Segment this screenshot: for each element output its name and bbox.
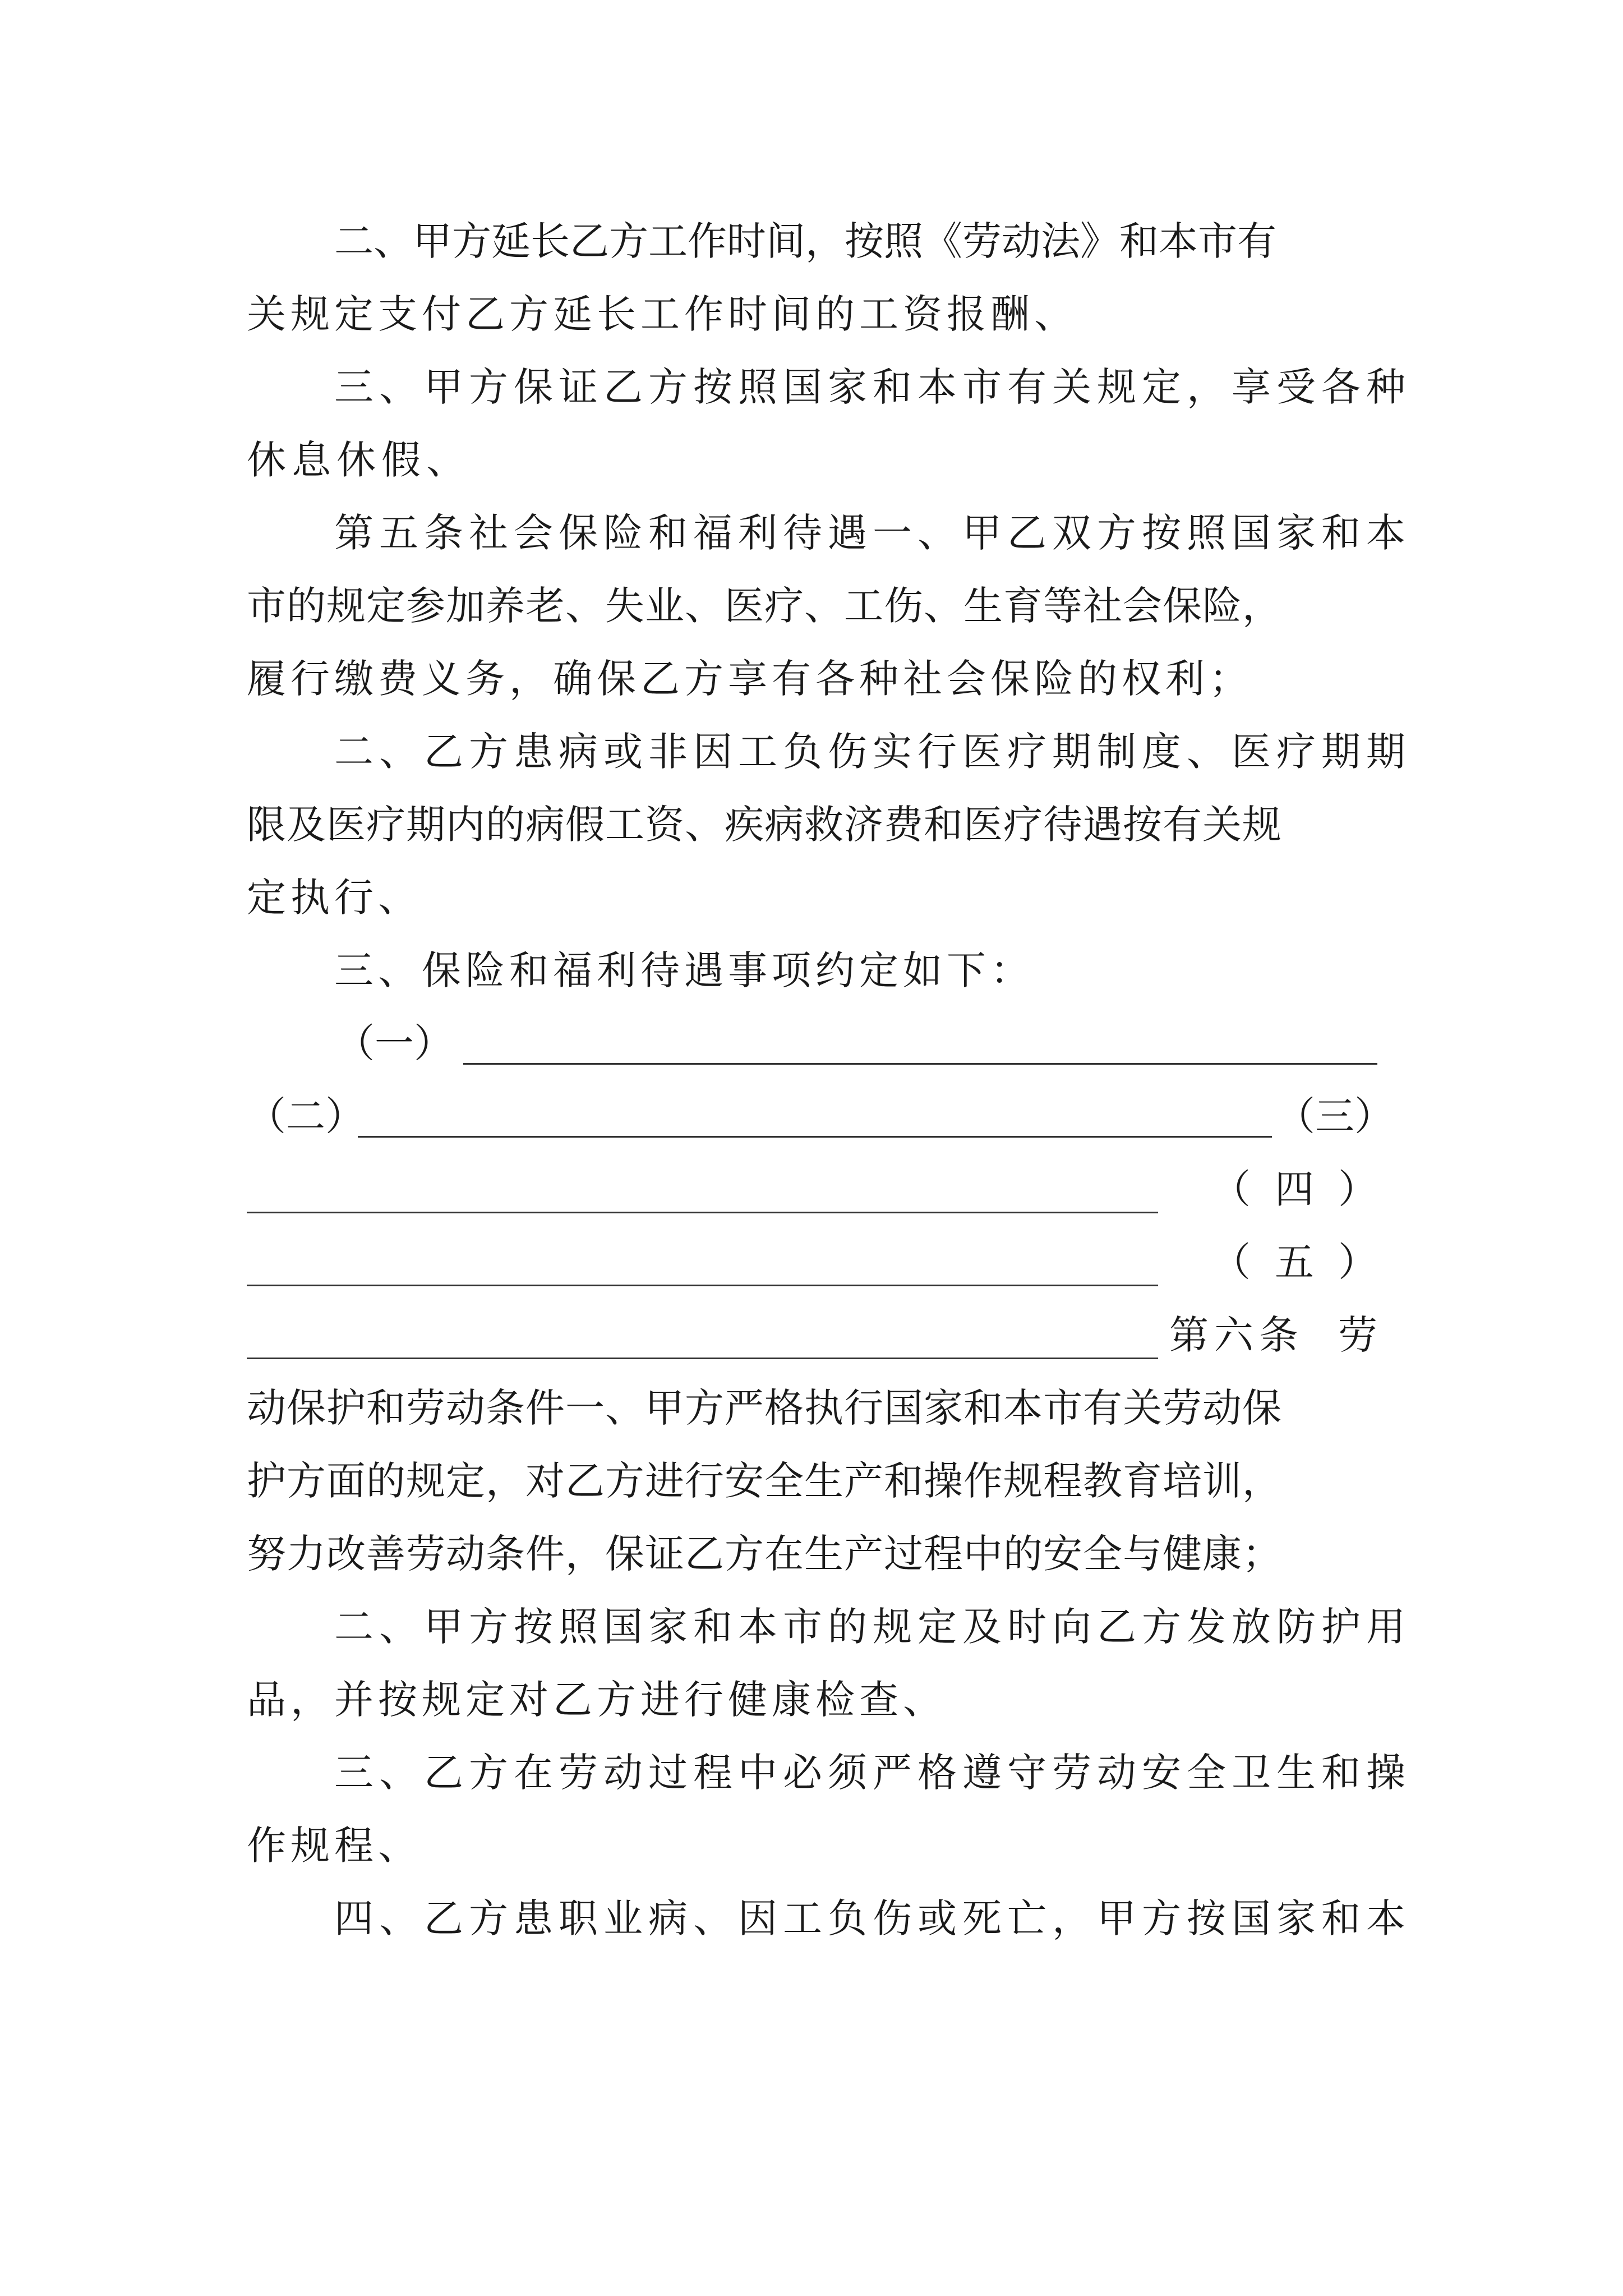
- line-text: 作规程、: [247, 1823, 422, 1869]
- line-text: 二、甲方延长乙方工作时间，按照《劳动法》和本市有: [334, 218, 1276, 264]
- paragraph-line: [247, 429, 1377, 491]
- blank-line-3[interactable]: [247, 1212, 1158, 1213]
- item-label-5: [1211, 1231, 1377, 1293]
- paragraph-line: [247, 940, 1377, 1001]
- line-text: 履行缴费义务，确保乙方享有各种社会保险的权利；: [247, 656, 1253, 702]
- item-label-3: （三）: [1276, 1093, 1394, 1139]
- paragraph-line: [247, 210, 1377, 272]
- item-label-2: （二）: [247, 1093, 365, 1139]
- item-label-4: [1211, 1158, 1377, 1220]
- item-5-open: （: [1211, 1239, 1251, 1285]
- paragraph-line: [247, 1815, 1377, 1876]
- paragraph-line: [247, 867, 1377, 928]
- line-text: 努力改善劳动条件，保证乙方在生产过程中的安全与健康；: [247, 1531, 1282, 1577]
- paragraph-line: [247, 1669, 1377, 1731]
- article-6-first-char: 劳: [1338, 1312, 1377, 1358]
- item-5-num: 五: [1275, 1239, 1314, 1285]
- line-text: 休息休假、: [247, 437, 471, 483]
- line-text: 关规定支付乙方延长工作时间的工资报酬、: [247, 291, 1078, 337]
- paragraph-line: [247, 502, 1411, 564]
- line-text: 定执行、: [247, 875, 422, 921]
- line-text: 三、甲方保证乙方按照国家和本市有关规定，享受各种: [334, 364, 1411, 410]
- article-6-label: 第六条: [1169, 1312, 1304, 1358]
- line-text: 第五条社会保险和福利待遇一、甲乙双方按照国家和本: [334, 510, 1411, 556]
- blank-line-4[interactable]: [247, 1285, 1158, 1286]
- line-text: 限及医疗期内的病假工资、疾病救济费和医疗待遇按有关规: [247, 802, 1282, 848]
- paragraph-line: [247, 648, 1377, 710]
- item-label-1: （一）: [335, 1020, 453, 1066]
- line-text: 护方面的规定，对乙方进行安全生产和操作规程教育培训，: [247, 1458, 1282, 1504]
- line-text: 四、乙方患职业病、因工负伤或死亡，甲方按国家和本: [334, 1895, 1411, 1941]
- line-text: 三、保险和福利待遇事项约定如下：: [334, 947, 1034, 993]
- item-4-num: 四: [1275, 1166, 1314, 1212]
- item-4-close: ）: [1338, 1166, 1377, 1212]
- paragraph-line: [247, 575, 1377, 637]
- paragraph-line: [247, 283, 1377, 345]
- blank-line-2[interactable]: [358, 1136, 1272, 1138]
- paragraph-line: [247, 1742, 1411, 1803]
- blank-line-1[interactable]: [463, 1063, 1377, 1065]
- item-5-close: ）: [1338, 1239, 1377, 1285]
- paragraph-line: [247, 1596, 1411, 1658]
- paragraph-line: [247, 356, 1411, 418]
- blank-line-5[interactable]: [247, 1358, 1158, 1359]
- paragraph-line: [247, 1523, 1377, 1585]
- line-text: 二、甲方按照国家和本市的规定及时向乙方发放防护用: [334, 1604, 1411, 1650]
- item-4-open: （: [1211, 1166, 1251, 1212]
- paragraph-line: [247, 721, 1411, 783]
- line-text: 动保护和劳动条件一、甲方严格执行国家和本市有关劳动保: [247, 1385, 1282, 1431]
- paragraph-line: [247, 1450, 1377, 1512]
- paragraph-line: [247, 1888, 1411, 1949]
- line-text: 三、乙方在劳动过程中必须严格遵守劳动安全卫生和操: [334, 1750, 1411, 1796]
- line-text: 品，并按规定对乙方进行健康检查、: [247, 1677, 947, 1723]
- line-text: 二、乙方患病或非因工负伤实行医疗期制度、医疗期期: [334, 729, 1411, 775]
- paragraph-line: [247, 794, 1377, 855]
- paragraph-line: [247, 1377, 1377, 1439]
- article-6-heading: [1169, 1304, 1377, 1366]
- line-text: 市的规定参加养老、失业、医疗、工伤、生育等社会保险，: [247, 583, 1282, 629]
